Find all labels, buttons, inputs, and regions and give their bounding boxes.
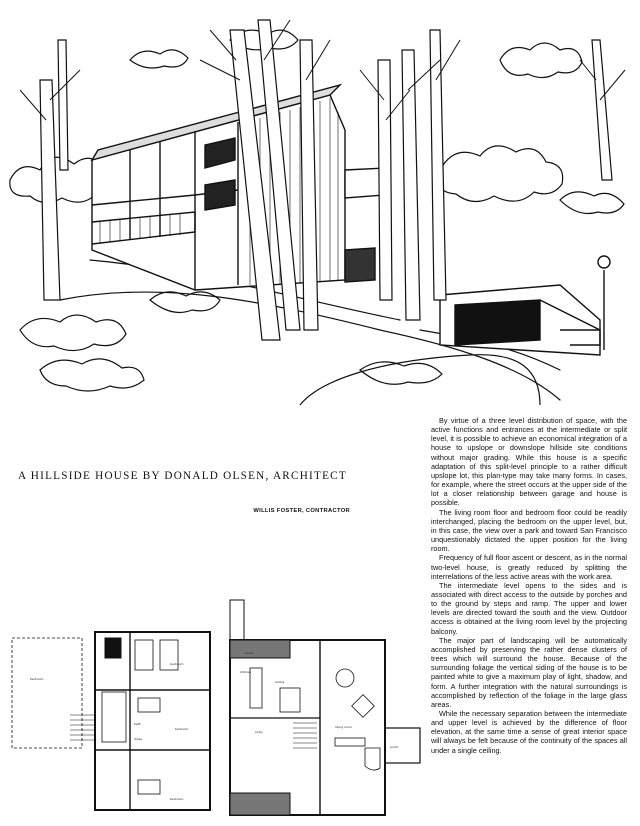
house-perspective-illustration	[0, 0, 640, 405]
lower-floor-plan	[10, 630, 215, 815]
paragraph: The major part of landscaping will be automatically accomplished by preserving the rather dense clusters of trees which will surround the house. Because of the surrounding foliage the vertical siding of the house is to be painted white to give a maximum play of light, shadow, and form. A further integration with the natural surroundings is accomplished by reflection of the foliage in the large glass areas.	[431, 635, 627, 709]
paragraph: While the necessary separation between the intermediate and upper level is achieved by the difference of floor elevation, at the same time a sense of great interior space will always be felt because of the continuity of the spaces all under a single ceiling.	[431, 709, 627, 755]
plan-label: porch	[390, 745, 399, 749]
plan-label: kitchen	[240, 670, 252, 674]
plan-label: living room	[335, 725, 352, 729]
paragraph: By virtue of a three level distribution of space, with the active functions and entrances at the intermediate or split level, it is possible to achieve an economical integration of a house to upslope or downslope hillside site conditions without major grading. While this house is a specific adaptation of this split-level principle to a rather difficult upslope lot, this plan-type may take many forms. In cases, for example, where the street occurs at the upper side of the lot a closer relationship between garage and house is possible.	[431, 416, 627, 508]
plan-label: dress	[134, 737, 143, 741]
paragraph: Frequency of full floor ascent or descent, as in the normal two-level house, is greatly reduced by splitting the interrelations of the less active areas with the work area.	[431, 553, 627, 581]
upper-floor-plan	[225, 598, 425, 820]
plan-label: bedroom	[170, 797, 184, 801]
article-title: A HILLSIDE HOUSE BY DONALD OLSEN, ARCHITECT	[18, 470, 347, 482]
plan-label: entry	[255, 730, 263, 734]
plan-label: porch	[245, 651, 254, 655]
plan-label: bedroom	[170, 662, 184, 666]
contractor-credit: WILLIS FOSTER, CONTRACTOR	[253, 508, 350, 514]
paragraph: The living room floor and bedroom floor could be readily interchanged, placing the bedroom on the upper level, but, in this case, the view over a park and toward San Francisco unquestionably dictated the upper position for the living room.	[431, 507, 627, 554]
paragraph: The intermediate level opens to the sides and is associated with direct access to the outside by porches and to the ground by steps and ramp. The upper and lower levels are directed toward the south and the view. Outdoor access is obtained at the living room level by the projecting balcony.	[431, 580, 627, 636]
plan-label: bath	[134, 722, 141, 726]
plan-label: bedroom	[30, 677, 44, 681]
plan-label: bedroom	[175, 727, 189, 731]
plan-label: dining	[275, 680, 285, 684]
article-body	[431, 416, 627, 820]
